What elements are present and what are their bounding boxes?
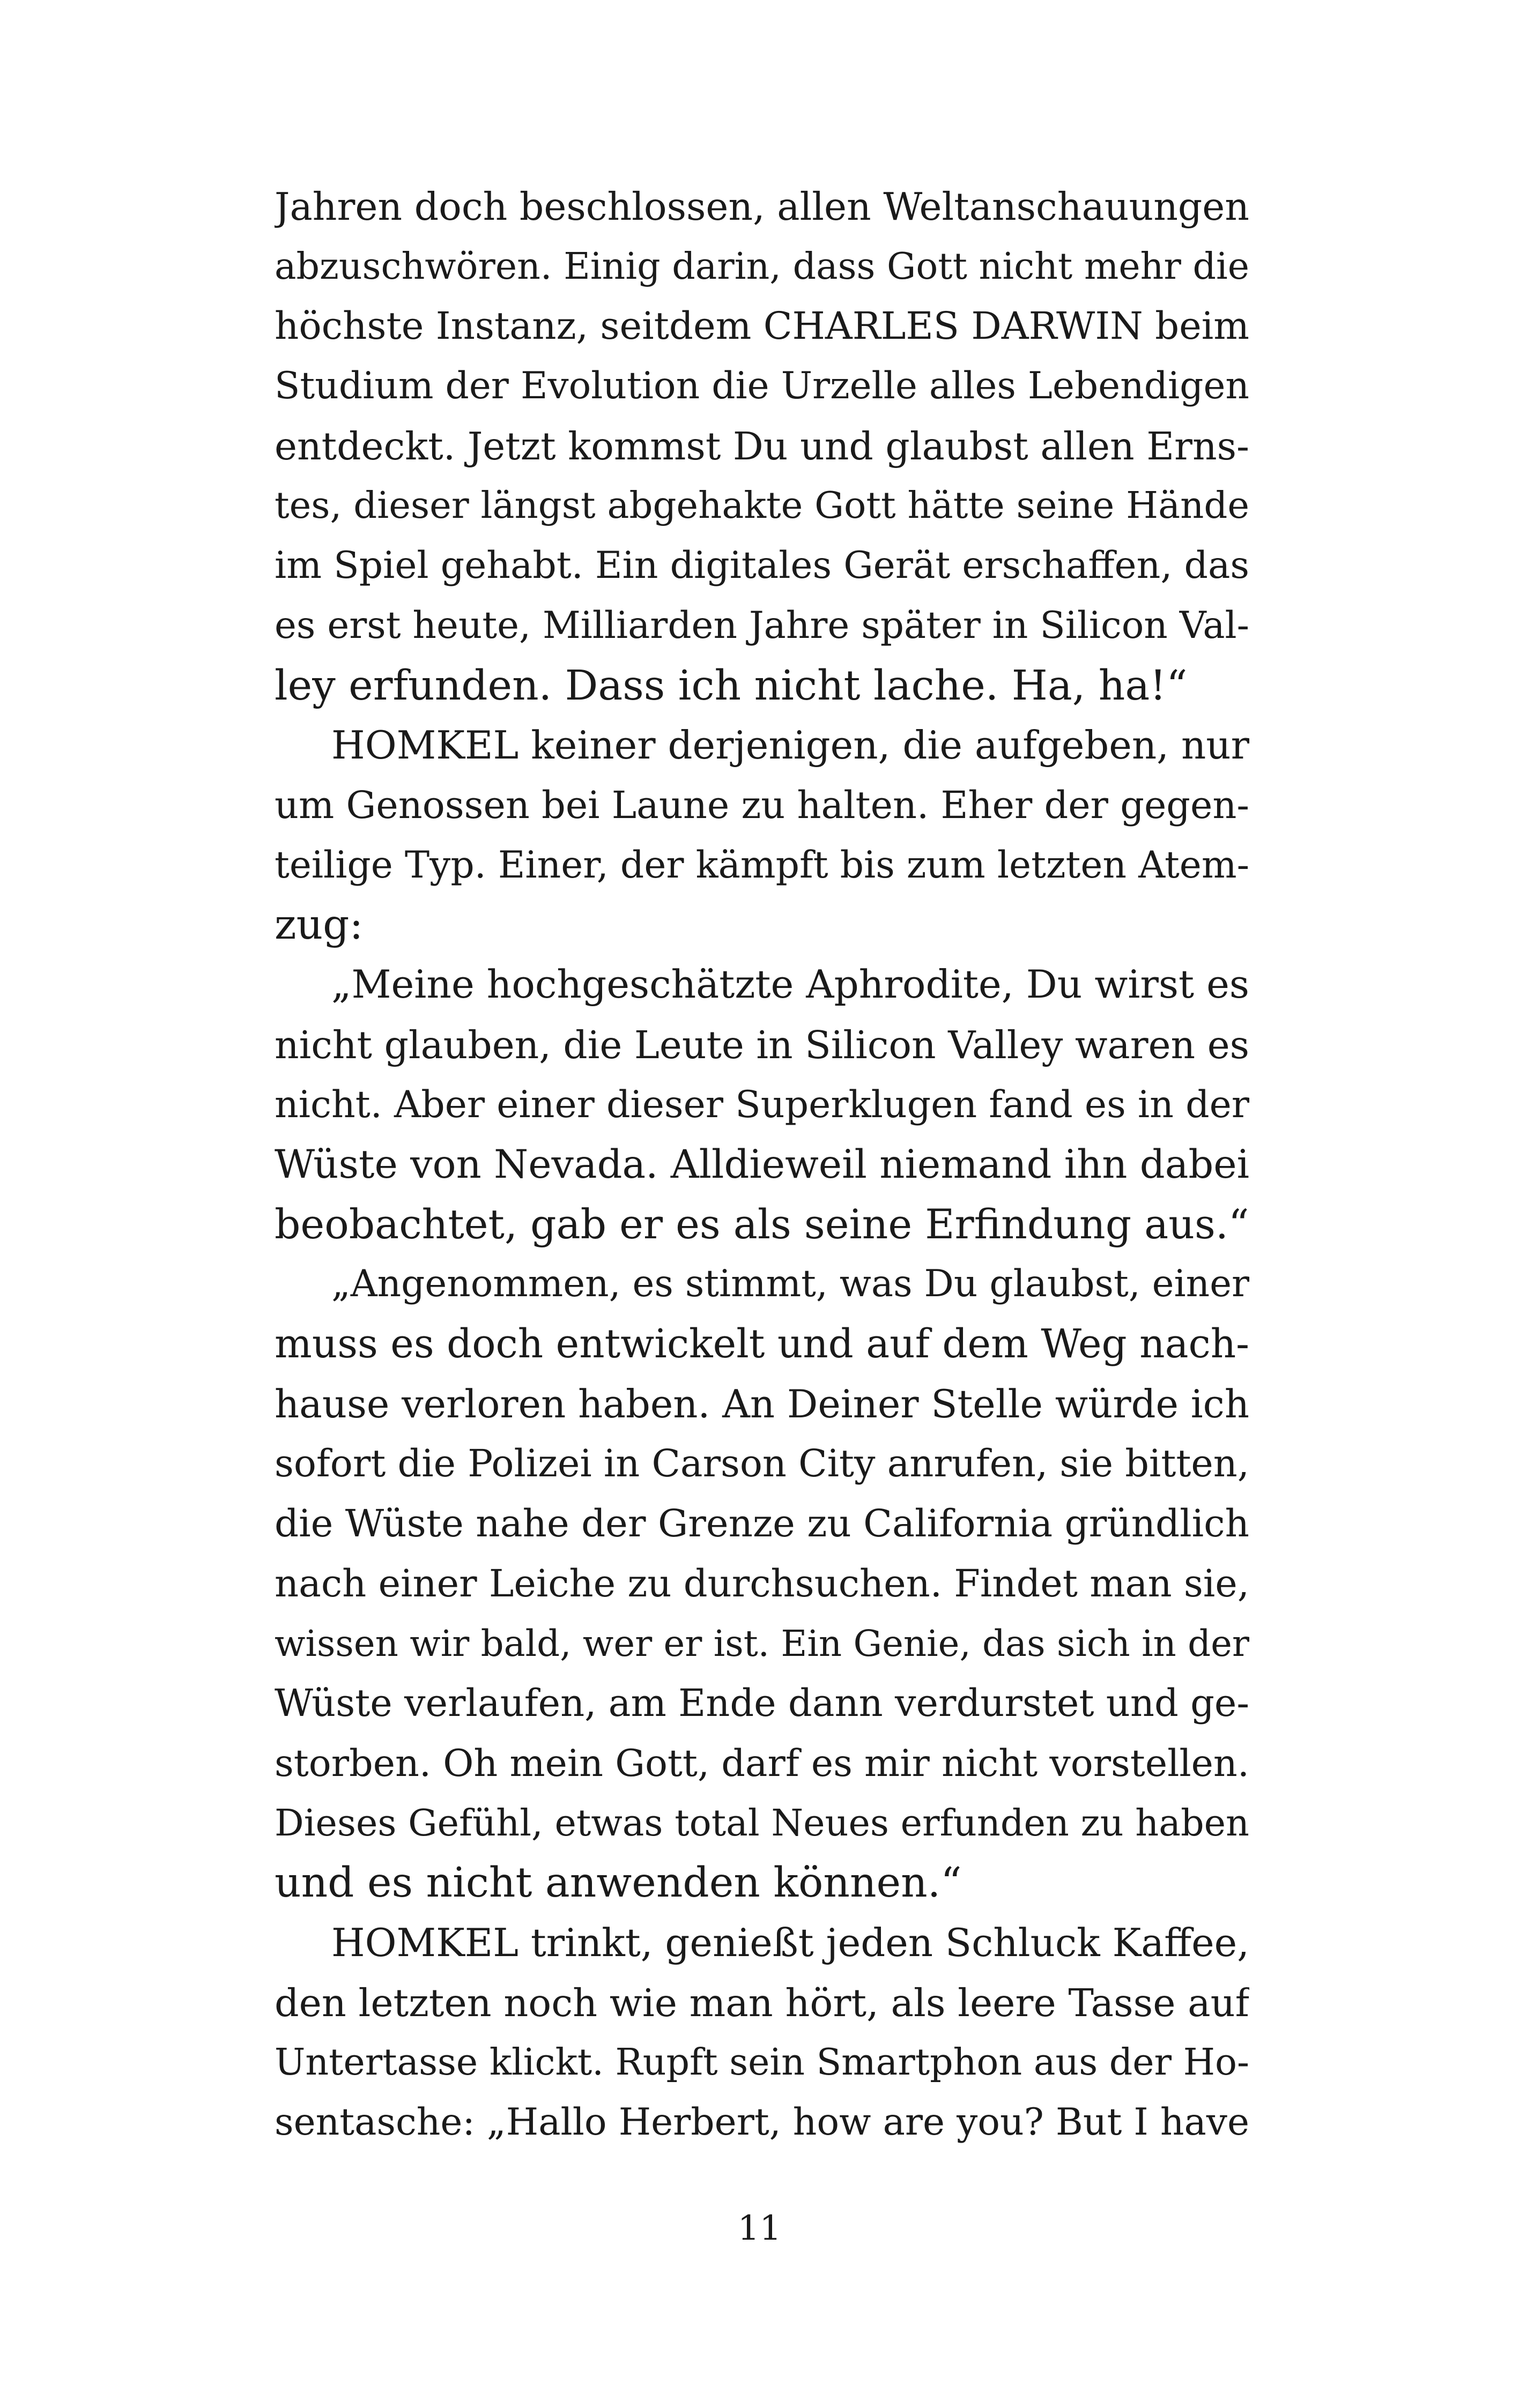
text-line: um Genossen bei Laune zu halten. Eher der gegen-: [275, 783, 1249, 827]
text-line: Wüste verlaufen, am Ende dann verdurstet und ge-: [275, 1681, 1249, 1726]
text-line: und es nicht anwenden können.“: [275, 1859, 962, 1907]
text-line: HOMKEL trinkt, genießt jeden Schluck Kaffee,: [331, 1920, 1249, 1965]
text-line: HOMKEL keiner derjenigen, die aufgeben, nur: [331, 723, 1249, 768]
text-line: ley erfunden. Dass ich nicht lache. Ha, ha!“: [275, 662, 1188, 710]
text-line: höchste Instanz, seitdem CHARLES DARWIN beim: [275, 304, 1249, 348]
text-line: abzuschwören. Einig darin, dass Gott nicht mehr die: [275, 245, 1249, 288]
text-line: teilige Typ. Einer, der kämpft bis zum letzten Atem-: [275, 843, 1249, 887]
text-line: hause verloren haben. An Deiner Stelle würde ich: [275, 1381, 1249, 1426]
text-line: beobachtet, gab er es als seine Erfindung aus.“: [275, 1200, 1249, 1248]
body-text: [275, 177, 1249, 2153]
paragraph: [275, 716, 1249, 955]
text-line: wissen wir bald, wer er ist. Ein Genie, das sich in der: [275, 1622, 1249, 1664]
text-line: Untertasse klickt. Rupft sein Smartphon aus der Ho-: [275, 2041, 1249, 2084]
text-line: es erst heute, Milliarden Jahre später in Silicon Val-: [275, 604, 1249, 647]
page-number: 11: [737, 2209, 782, 2248]
text-line: Studium der Evolution die Urzelle alles Lebendigen: [275, 365, 1249, 408]
text-line: „Meine hochgeschätzte Aphrodite, Du wirst es: [331, 962, 1249, 1007]
paragraph: [275, 1913, 1249, 2153]
text-line: die Wüste nahe der Grenze zu California gründlich: [275, 1502, 1249, 1546]
text-line: sofort die Polizei in Carson City anrufen, sie bitten,: [275, 1442, 1249, 1486]
text-line: „Angenommen, es stimmt, was Du glaubst, einer: [331, 1262, 1249, 1306]
text-line: Wüste von Nevada. Alldieweil niemand ihn dabei: [275, 1142, 1249, 1187]
text-line: zug:: [275, 901, 364, 949]
paragraph: [275, 1254, 1249, 1913]
text-line: storben. Oh mein Gott, darf es mir nicht vorstellen.: [275, 1741, 1249, 1785]
text-line: nach einer Leiche zu durchsuchen. Findet man sie,: [275, 1561, 1249, 1606]
text-line: tes, dieser längst abgehakte Gott hätte seine Hände: [275, 484, 1249, 527]
text-line: muss es doch entwickelt und auf dem Weg nach-: [275, 1321, 1249, 1367]
text-line: sentasche: „Hallo Herbert, how are you? But I have: [275, 2101, 1249, 2144]
paragraph: [275, 955, 1249, 1254]
text-line: nicht glauben, die Leute in Silicon Valley waren es: [275, 1022, 1249, 1067]
paragraph: [275, 177, 1249, 716]
text-line: den letzten noch wie man hört, als leere Tasse auf: [275, 1980, 1249, 2025]
text-line: entdeckt. Jetzt kommst Du und glaubst allen Erns-: [275, 423, 1249, 469]
text-line: Jahren doch beschlossen, allen Weltanschauungen: [275, 184, 1249, 229]
text-line: nicht. Aber einer dieser Superklugen fand es in der: [275, 1083, 1249, 1127]
text-line: im Spiel gehabt. Ein digitales Gerät erschaffen, das: [275, 544, 1249, 588]
text-line: Dieses Gefühl, etwas total Neues erfunden zu haben: [275, 1802, 1249, 1845]
